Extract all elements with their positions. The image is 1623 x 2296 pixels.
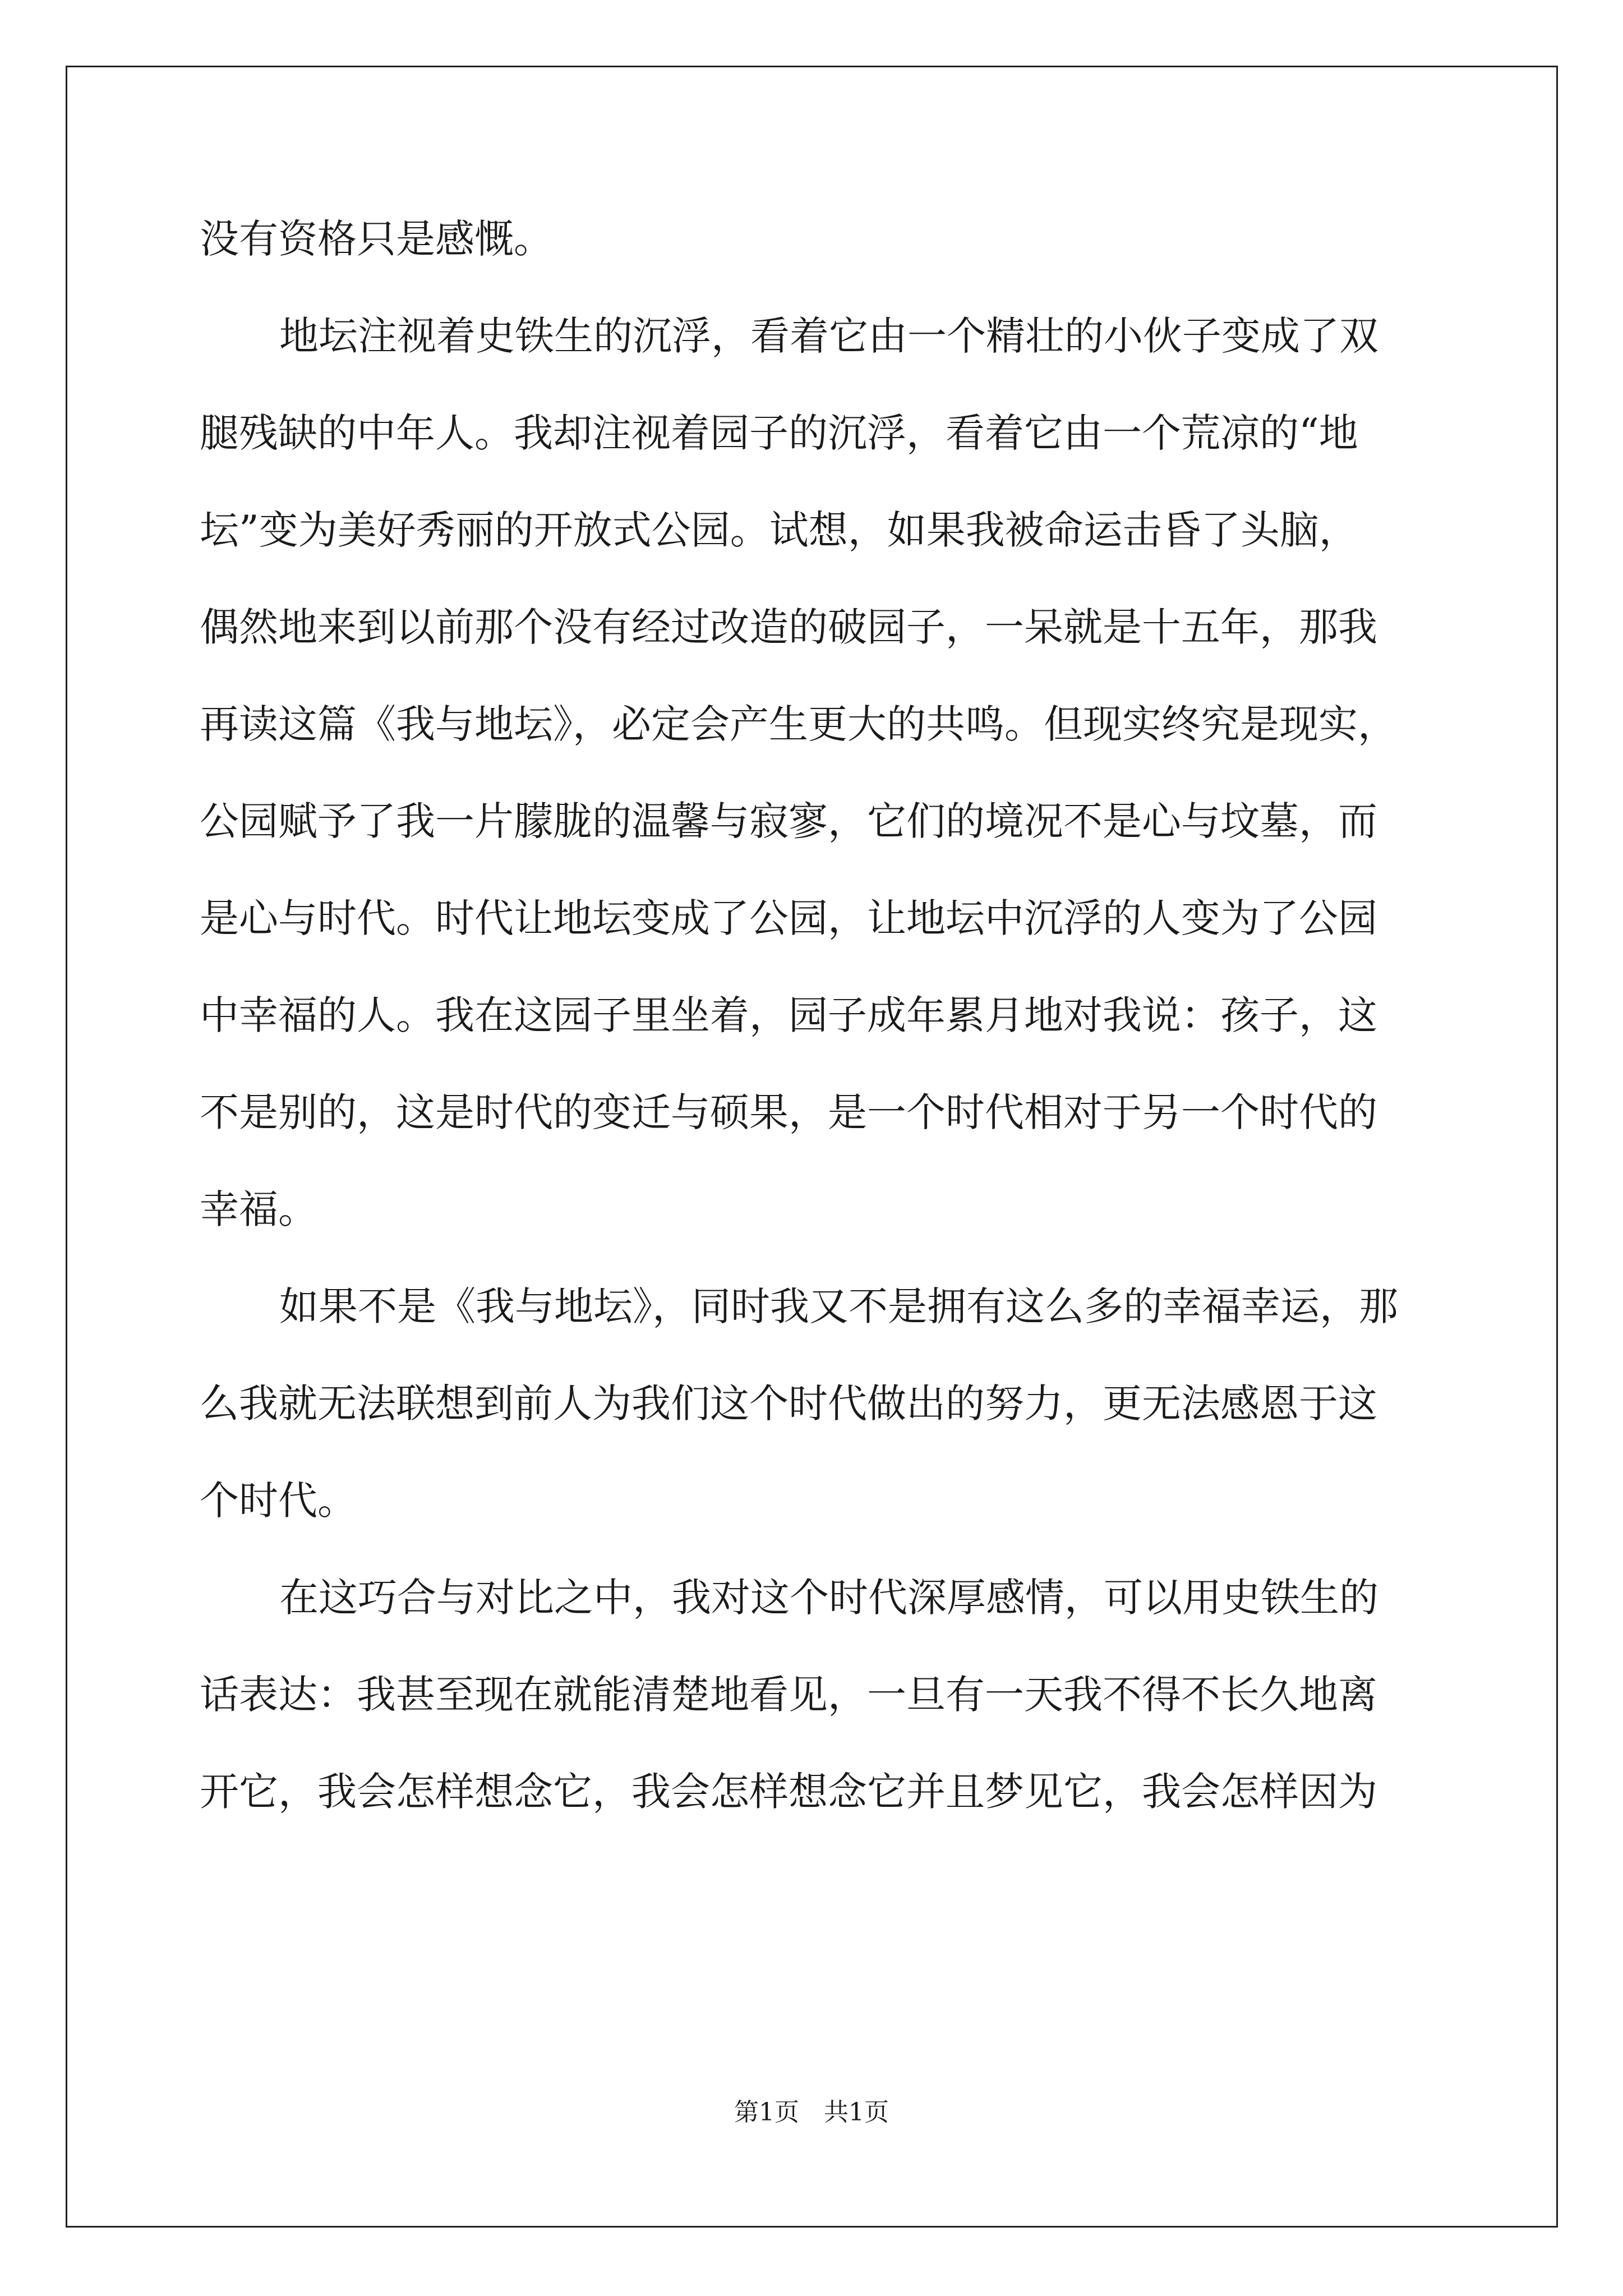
- text-line: 是心与时代。时代让地坛变成了公园，让地坛中沉浮的人变为了公园: [200, 895, 1377, 941]
- text-line: 么我就无法联想到前人为我们这个时代做出的努力，更无法感恩于这: [200, 1381, 1377, 1427]
- text-line: 坛”变为美好秀丽的开放式公园。试想，如果我被命运击昏了头脑，: [200, 507, 1358, 553]
- text-line: 不是别的，这是时代的变迁与硕果，是一个时代相对于另一个时代的: [200, 1089, 1377, 1135]
- text-line: 腿残缺的中年人。我却注视着园子的沉浮，看着它由一个荒凉的“地: [200, 410, 1358, 456]
- text-line: 如果不是《我与地坛》，同时我又不是拥有这么多的幸福幸运，那: [279, 1283, 1398, 1329]
- text-line: 在这巧合与对比之中，我对这个时代深厚感情，可以用史铁生的: [279, 1575, 1378, 1621]
- text-line: 中幸福的人。我在这园子里坐着，园子成年累月地对我说：孩子，这: [200, 992, 1377, 1038]
- text-line: 话表达：我甚至现在就能清楚地看见，一旦有一天我不得不长久地离: [200, 1672, 1377, 1718]
- text-line: 幸福。: [200, 1186, 317, 1232]
- page-footer: 第1页 共1页: [734, 2098, 889, 2127]
- text-line: 偶然地来到以前那个没有经过改造的破园子，一呆就是十五年，那我: [200, 604, 1377, 650]
- text-line: 个时代。: [200, 1478, 357, 1524]
- page-border: [66, 66, 1558, 2228]
- text-line: 再读这篇《我与地坛》，必定会产生更大的共鸣。但现实终究是现实，: [200, 701, 1397, 747]
- text-line: 地坛注视着史铁生的沉浮，看着它由一个精壮的小伙子变成了双: [279, 313, 1378, 359]
- text-line: 开它，我会怎样想念它，我会怎样想念它并且梦见它，我会怎样因为: [200, 1769, 1377, 1815]
- text-line: 公园赋予了我一片朦胧的温馨与寂寥，它们的境况不是心与坟墓，而: [200, 798, 1377, 844]
- text-line: 没有资格只是感慨。: [200, 216, 553, 262]
